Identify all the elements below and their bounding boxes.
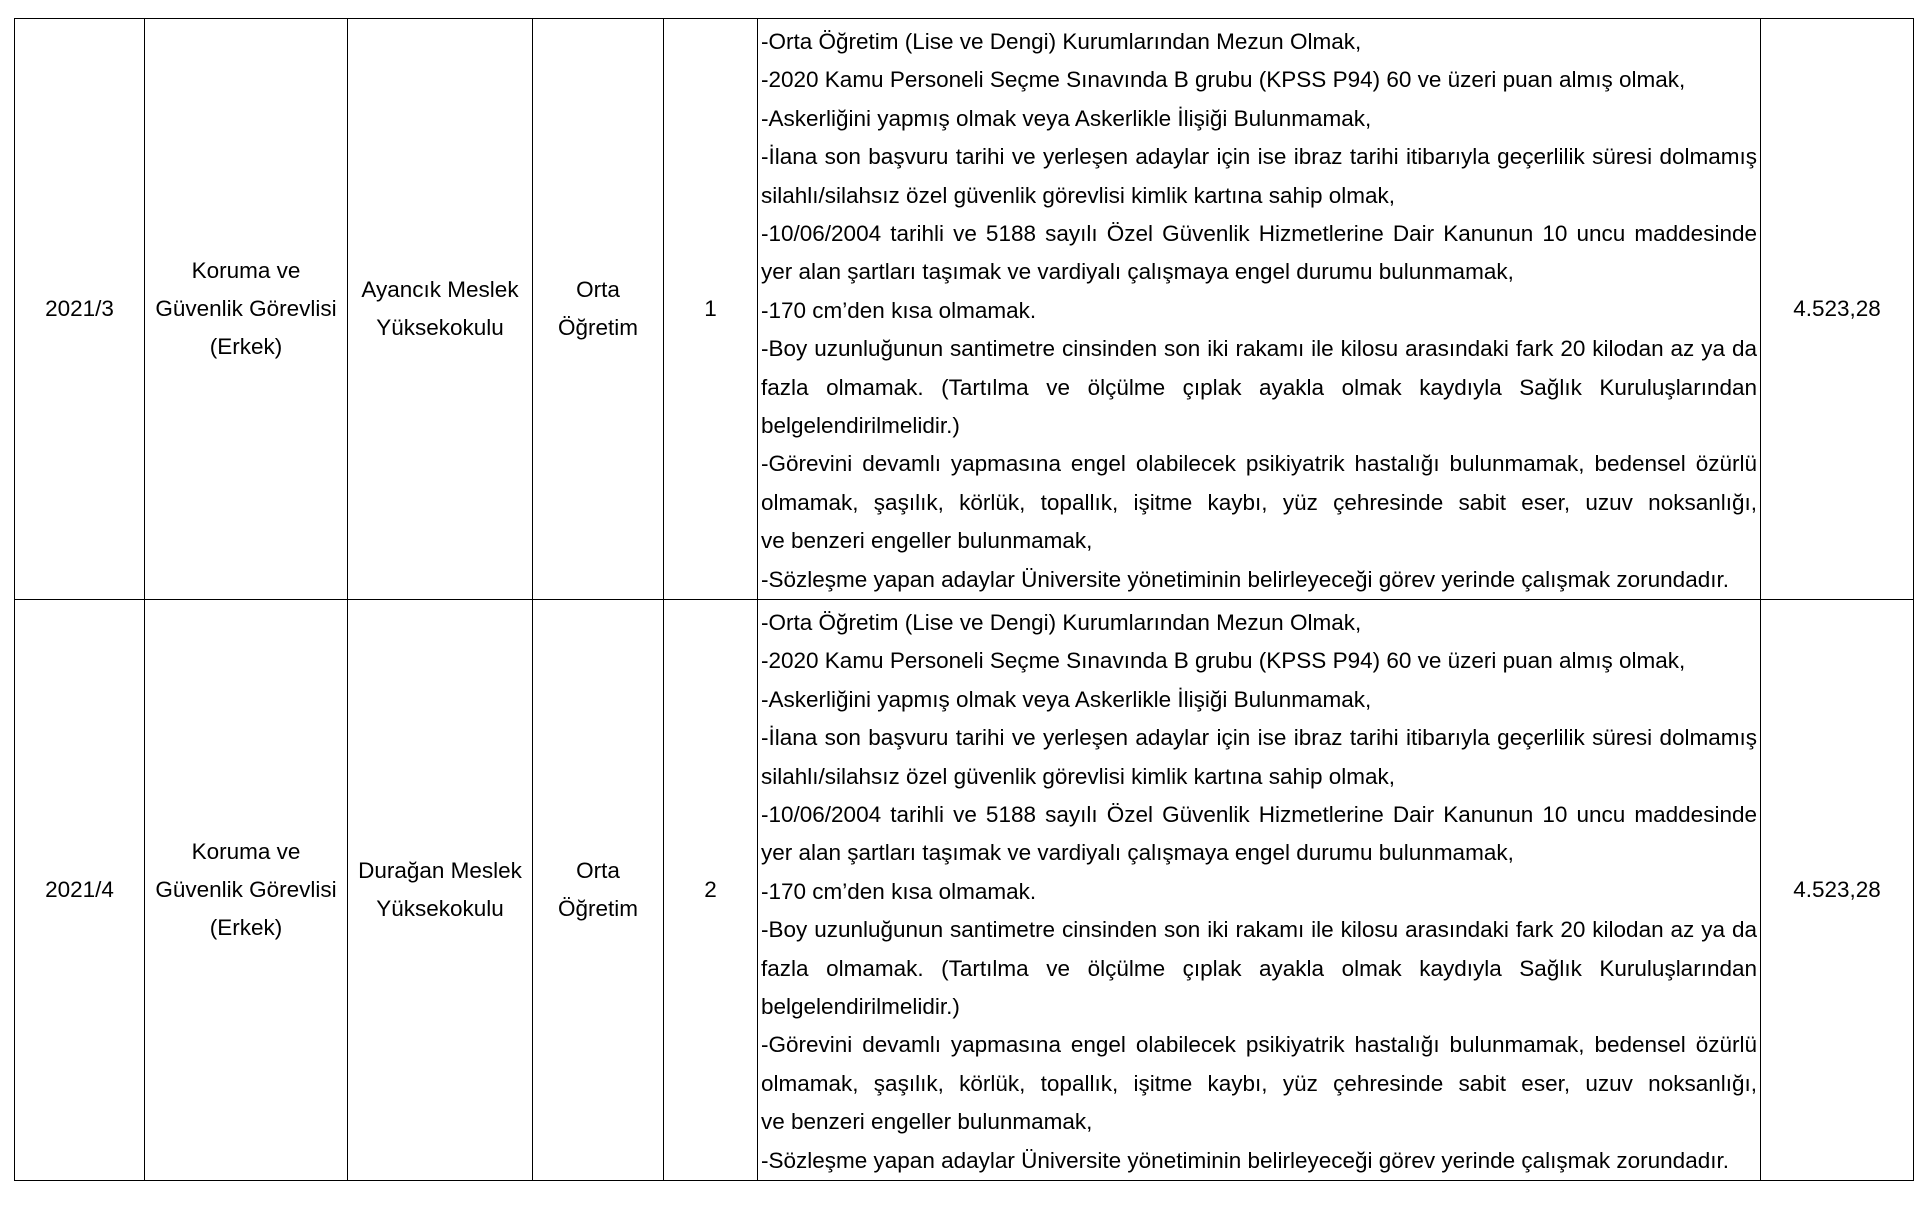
unit-line: Durağan Meslek [358, 858, 522, 883]
position-title-cell [145, 19, 348, 600]
education-cell [533, 600, 664, 1181]
unit-cell [348, 600, 533, 1181]
requirement-line: belgelendirilmelidir.) [761, 413, 960, 438]
requirement-line: -Askerliğini yapmış olmak veya Askerlikle İlişiği Bulunmamak, [761, 105, 1372, 131]
position-title-line: Güvenlik Görevlisi [155, 296, 337, 321]
education-cell [533, 19, 664, 600]
requirement-line: -Orta Öğretim (Lise ve Dengi) Kurumlarından Mezun Olmak, [761, 29, 1362, 54]
position-code-cell: 2021/4 [15, 600, 145, 1181]
requirement-line: fazla olmamak. (Tartılma ve ölçülme çıplak ayakla olmak kaydıyla Sağlık Kuruluşlarından [761, 955, 1757, 981]
requirement-line: ve benzeri engeller bulunmamak, [761, 528, 1093, 554]
requirement-line: -Boy uzunluğunun santimetre cinsinden son iki rakamı ile kilosu arasındaki fark 20 kilodan az ya da [761, 917, 1757, 943]
position-title-cell [145, 600, 348, 1181]
requirement-line: -Orta Öğretim (Lise ve Dengi) Kurumlarından Mezun Olmak, [761, 610, 1362, 635]
salary-cell: 4.523,28 [1761, 600, 1914, 1181]
requirement-line: olmamak, şaşılık, körlük, topallık, işitme kaybı, yüz çehresinde sabit eser, uzuv noksanlığı, [761, 489, 1757, 515]
requirement-line: yer alan şartları taşımak ve vardiyalı çalışmaya engel durumu bulunmamak, [761, 840, 1514, 866]
position-code-cell: 2021/3 [15, 19, 145, 600]
requirement-line: fazla olmamak. (Tartılma ve ölçülme çıplak ayakla olmak kaydıyla Sağlık Kuruluşlarından [761, 374, 1757, 400]
requirements-cell [758, 19, 1761, 600]
requirement-line: silahlı/silahsız özel güvenlik görevlisi kimlik kartına sahip olmak, [761, 182, 1395, 208]
requirement-line: -Askerliğini yapmış olmak veya Askerlikle İlişiği Bulunmamak, [761, 686, 1372, 712]
education-line: Orta [576, 858, 620, 883]
position-title-line: Koruma ve [191, 258, 301, 283]
position-title-line: Güvenlik Görevlisi [155, 877, 337, 902]
requirement-line: ve benzeri engeller bulunmamak, [761, 1109, 1093, 1135]
requirement-line: -İlana son başvuru tarihi ve yerleşen adaylar için ise ibraz tarihi itibarıyla geçerlilik süresi dolmamış [761, 725, 1757, 751]
requirement-line: -170 cm’den kısa olmamak. [761, 878, 1037, 904]
education-line: Orta [576, 277, 620, 302]
count-cell: 1 [664, 19, 758, 600]
requirement-line: -Boy uzunluğunun santimetre cinsinden son iki rakamı ile kilosu arasındaki fark 20 kilodan az ya da [761, 336, 1757, 362]
requirement-line: -10/06/2004 tarihli ve 5188 sayılı Özel Güvenlik Hizmetlerine Dair Kanunun 10 uncu maddesinde [761, 802, 1757, 828]
education-line: Öğretim [557, 315, 638, 340]
requirements-cell [758, 600, 1761, 1181]
table-row [15, 600, 1914, 1181]
job-listing-table [14, 18, 1914, 1181]
salary-cell: 4.523,28 [1761, 19, 1914, 600]
requirement-line: -Görevini devamlı yapmasına engel olabilecek psikiyatrik hastalığı bulunmamak, bedensel özürlü [761, 1032, 1757, 1058]
requirement-line: -170 cm’den kısa olmamak. [761, 297, 1037, 323]
position-title-line: Koruma ve [191, 839, 301, 864]
requirement-line: -Sözleşme yapan adaylar Üniversite yönetiminin belirleyeceği görev yerinde çalışmak zorundadır. [761, 566, 1729, 592]
education-line: Öğretim [557, 896, 638, 921]
requirement-line: -Görevini devamlı yapmasına engel olabilecek psikiyatrik hastalığı bulunmamak, bedensel özürlü [761, 451, 1757, 477]
position-title-line: (Erkek) [209, 334, 283, 359]
table-row [15, 19, 1914, 600]
requirement-line: -İlana son başvuru tarihi ve yerleşen adaylar için ise ibraz tarihi itibarıyla geçerlilik süresi dolmamış [761, 144, 1757, 170]
unit-line: Ayancık Meslek [361, 277, 519, 302]
requirement-line: yer alan şartları taşımak ve vardiyalı çalışmaya engel durumu bulunmamak, [761, 259, 1514, 285]
position-title-line: (Erkek) [209, 915, 283, 940]
requirement-line: -Sözleşme yapan adaylar Üniversite yönetiminin belirleyeceği görev yerinde çalışmak zorundadır. [761, 1147, 1729, 1173]
requirement-line: silahlı/silahsız özel güvenlik görevlisi kimlik kartına sahip olmak, [761, 763, 1395, 789]
unit-line: Yüksekokulu [376, 896, 504, 921]
requirement-line: olmamak, şaşılık, körlük, topallık, işitme kaybı, yüz çehresinde sabit eser, uzuv noksanlığı, [761, 1070, 1757, 1096]
requirement-line: belgelendirilmelidir.) [761, 994, 960, 1019]
count-cell: 2 [664, 600, 758, 1181]
requirement-line: -2020 Kamu Personeli Seçme Sınavında B grubu (KPSS P94) 60 ve üzeri puan almış olmak, [761, 67, 1686, 93]
requirement-line: -10/06/2004 tarihli ve 5188 sayılı Özel Güvenlik Hizmetlerine Dair Kanunun 10 uncu maddesinde [761, 221, 1757, 247]
requirement-line: -2020 Kamu Personeli Seçme Sınavında B grubu (KPSS P94) 60 ve üzeri puan almış olmak, [761, 648, 1686, 674]
unit-line: Yüksekokulu [376, 315, 504, 340]
unit-cell [348, 19, 533, 600]
